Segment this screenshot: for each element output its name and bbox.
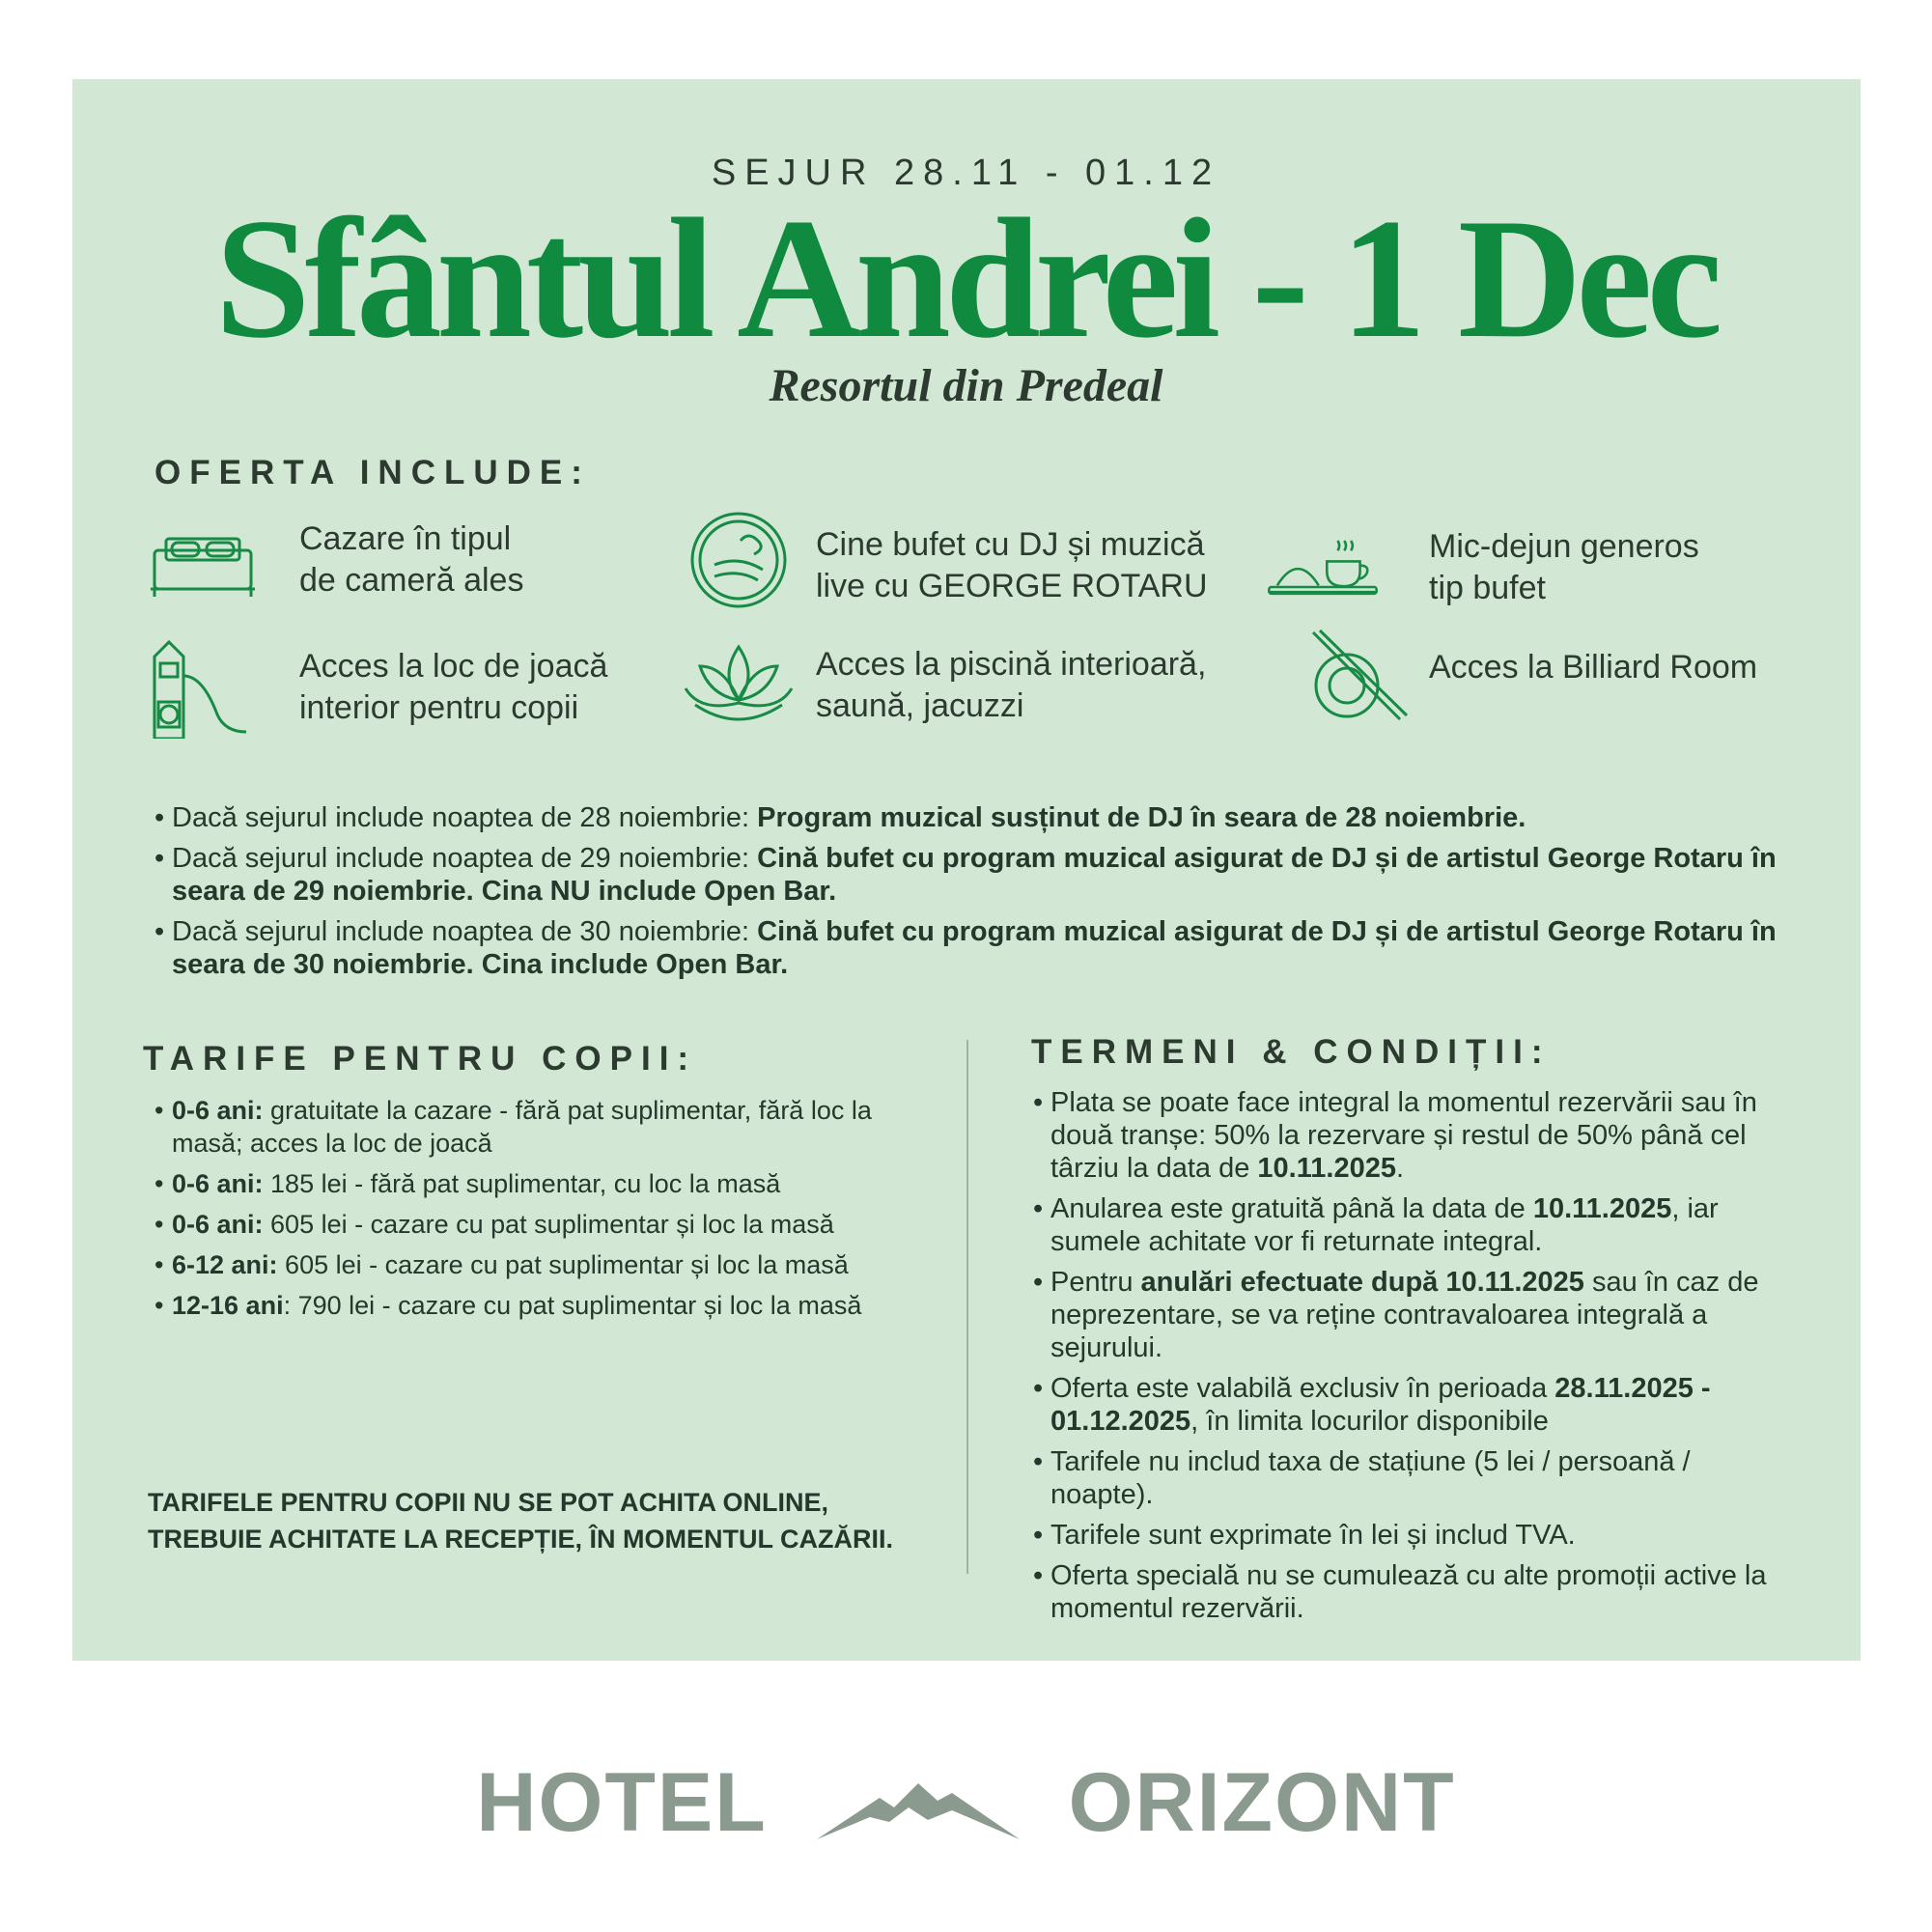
kids-payment-note: TARIFELE PENTRU COPII NU SE POT ACHITA ONLINE, TREBUIE ACHITATE LA RECEPȚIE, ÎN MOMENTUL CAZĂRII. <box>148 1488 893 1554</box>
list-item: • Plata se poate face integral la momentul rezervării sau în două tranșe: 50% la rezervare și restul de 50% până cel târziu la data de 10.11.2025. <box>1033 1086 1796 1185</box>
buffet-plate-icon <box>681 507 797 613</box>
list-item: • Oferta specială nu se cumulează cu alte promoții active la momentul rezervării. <box>1033 1559 1796 1625</box>
list-item: • 6-12 ani: 605 lei - cazare cu pat suplimentar și loc la masă <box>154 1248 927 1281</box>
playground-icon <box>145 632 261 739</box>
terms-list <box>1033 1086 1796 1633</box>
list-item: • 0-6 ani: 605 lei - cazare cu pat suplimentar și loc la masă <box>154 1208 927 1241</box>
feature-room: Cazare în tipul de cameră ales <box>299 520 524 599</box>
kids-heading: TARIFE PENTRU COPII: <box>143 1040 698 1078</box>
lotus-spa-icon <box>681 637 797 743</box>
offer-heading: OFERTA INCLUDE: <box>154 454 591 491</box>
feature-pool: Acces la piscină interioară, saună, jacuzzi <box>816 646 1207 724</box>
feature-dinner: Cine bufet cu DJ și muzică live cu GEORGE ROTARU <box>816 526 1208 604</box>
subtitle: Resortul din Predeal <box>769 360 1163 411</box>
stay-dates: SEJUR 28.11 - 01.12 <box>711 153 1221 193</box>
mountain-icon <box>812 1764 1024 1841</box>
list-item: • Tarifele sunt exprimate în lei și includ TVA. <box>1033 1519 1796 1552</box>
terms-heading: TERMENI & CONDIȚII: <box>1031 1033 1552 1071</box>
list-item: • Tarifele nu includ taxa de stațiune (5 lei / persoană / noapte). <box>1033 1445 1796 1511</box>
kids-rates-list <box>154 1094 927 1330</box>
list-item: • 12-16 ani: 790 lei - cazare cu pat suplimentar și loc la masă <box>154 1289 927 1322</box>
bed-icon <box>145 512 261 618</box>
list-item: • Dacă sejurul include noaptea de 28 noiembrie: Program muzical susținut de DJ în seara de 28 noiembrie. <box>154 801 1796 834</box>
hotel-logo: HOTEL ORIZONT <box>476 1755 1456 1849</box>
list-item: • 0-6 ani: gratuitate la cazare - fără pat suplimentar, fără loc la masă; acces la loc de joacă <box>154 1094 927 1160</box>
list-item: • Oferta este valabilă exclusiv în perioada 28.11.2025 - 01.12.2025, în limita locurilor disponibile <box>1033 1372 1796 1438</box>
feature-playground: Acces la loc de joacă interior pentru copii <box>299 648 608 726</box>
list-item: • Pentru anulări efectuate după 10.11.2025 sau în caz de neprezentare, se va reține contravaloarea integrală a sejurului. <box>1033 1266 1796 1364</box>
list-item: • 0-6 ani: 185 lei - fără pat suplimentar, cu loc la masă <box>154 1167 927 1200</box>
program-list <box>154 801 1796 989</box>
list-item: • Dacă sejurul include noaptea de 30 noiembrie: Cină bufet cu program muzical asigurat de DJ și de artistul George Rotaru în seara de 30 noiembrie. Cina include Open Bar. <box>154 915 1796 981</box>
column-divider <box>966 1040 968 1574</box>
feature-billiard: Acces la Billiard Room <box>1429 649 1758 686</box>
feature-breakfast: Mic-dejun generos tip bufet <box>1429 528 1699 606</box>
billiard-icon <box>1299 623 1414 729</box>
page-title: Sfântul Andrei - 1 Dec <box>214 182 1718 374</box>
list-item: • Dacă sejurul include noaptea de 29 noiembrie: Cină bufet cu program muzical asigurat de DJ și de artistul George Rotaru în seara de 29 noiembrie. Cina NU include Open Bar. <box>154 842 1796 908</box>
list-item: • Anularea este gratuită până la data de 10.11.2025, iar sumele achitate vor fi returnate integral. <box>1033 1192 1796 1258</box>
breakfast-icon <box>1265 517 1381 623</box>
